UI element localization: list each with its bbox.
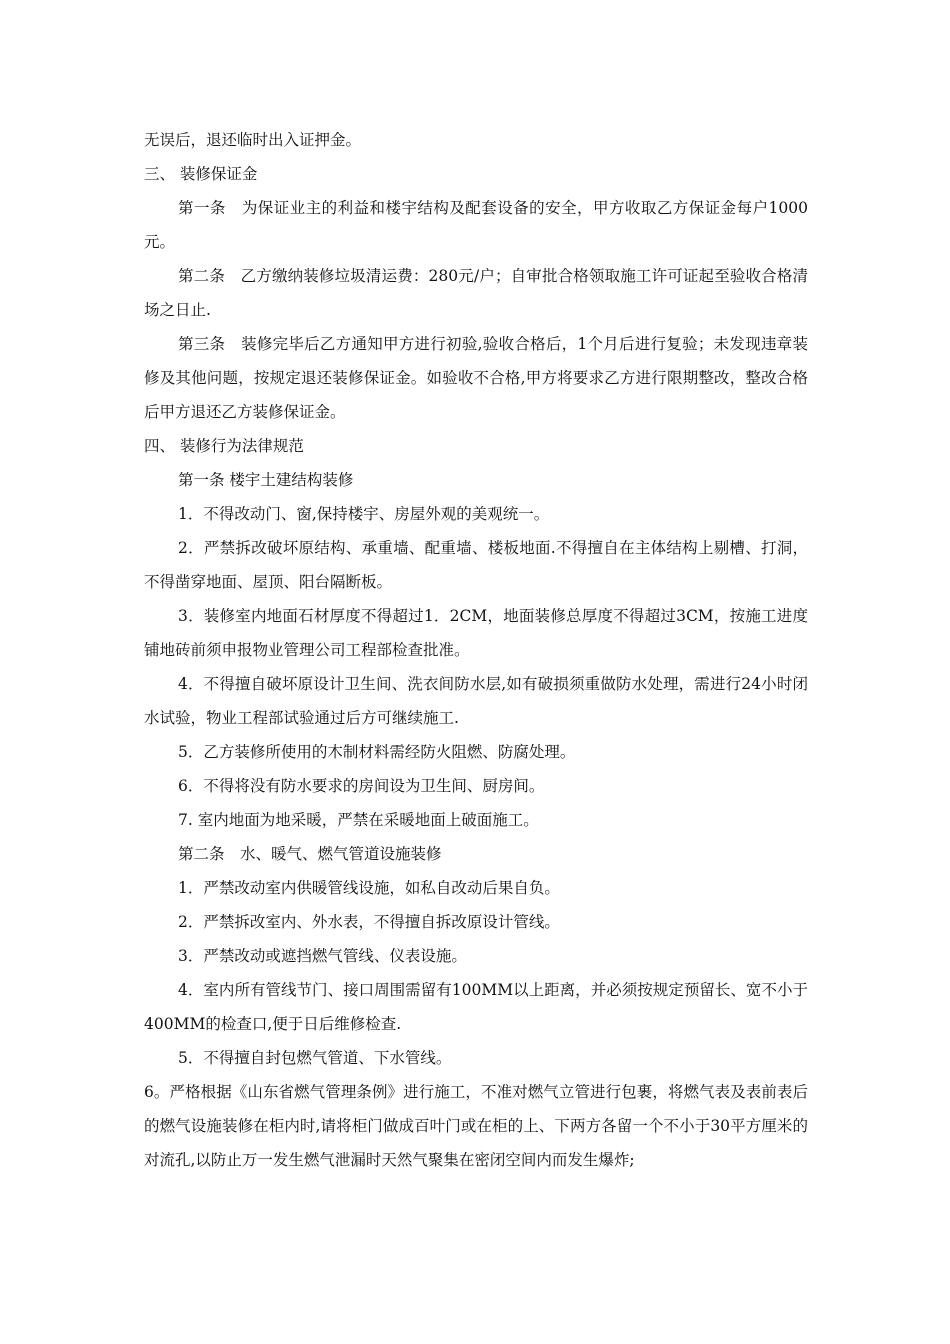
clause-pipe-2: 2．严禁拆改室内、外水表，不得擅自拆改原设计管线。: [178, 913, 560, 931]
document-body: [144, 123, 808, 1177]
section-heading-renovation-deposit: 三、 装修保证金: [144, 165, 258, 183]
clause-pipe-4: 4．室内所有管线节门、接口周围需留有100MM以上距离，并必须按规定预留长、宽不小于400MM的检查口,便于日后维修检查.: [144, 981, 808, 1033]
clause-structure-6: 6．不得将没有防水要求的房间设为卫生间、厨房间。: [178, 777, 545, 795]
clause-structure-2: 2．严禁拆改破坏原结构、承重墙、配重墙、楼板地面.不得擅自在主体结构上剔槽、打洞，不得凿穿地面、屋顶、阳台隔断板。: [144, 539, 808, 591]
clause-pipe-5: 5．不得擅自封包燃气管道、下水管线。: [178, 1049, 452, 1067]
clause-structure-4: 4．不得擅自破坏原设计卫生间、洗衣间防水层,如有破损须重做防水处理，需进行24小时闭水试验，物业工程部试验通过后方可继续施工.: [144, 675, 808, 727]
clause-pipe-1: 1．严禁改动室内供暖管线设施，如私自改动后果自负。: [178, 879, 560, 897]
article-structure-renovation: 第一条 楼宇土建结构装修: [178, 471, 354, 489]
clause-structure-3: 3．装修室内地面石材厚度不得超过1．2CM，地面装修总厚度不得超过3CM，按施工进度铺地砖前须申报物业管理公司工程部检查批准。: [144, 607, 808, 659]
clause-structure-1: 1．不得改动门、窗,保持楼宇、房屋外观的美观统一。: [178, 505, 550, 523]
article-pipe-renovation: 第二条 水、暖气、燃气管道设施装修: [178, 845, 442, 863]
clause-pipe-6: 6。严格根据《山东省燃气管理条例》进行施工，不准对燃气立管进行包裹，将燃气表及表前表后的燃气设施装修在柜内时,请将柜门做成百叶门或在柜的上、下两方各留一个不小于30平方厘米的对流孔,以防止万一发生燃气泄漏时天然气聚集在密闭空间内而发生爆炸;: [144, 1083, 808, 1169]
article-inspection-refund: 第三条 装修完毕后乙方通知甲方进行初验,验收合格后，1个月后进行复验；未发现违章装修及其他问题，按规定退还装修保证金。如验收不合格,甲方将要求乙方进行限期整改，整改合格后甲方退还乙方装修保证金。: [144, 335, 808, 421]
article-deposit-amount: 第一条 为保证业主的利益和楼宇结构及配套设备的安全，甲方收取乙方保证金每户1000元。: [144, 199, 808, 251]
article-garbage-fee: 第二条 乙方缴纳装修垃圾清运费：280元/户；自审批合格领取施工许可证起至验收合格清场之日止.: [144, 267, 808, 319]
section-heading-legal-norms: 四、 装修行为法律规范: [144, 437, 304, 455]
clause-structure-7: 7. 室内地面为地采暖，严禁在采暖地面上破面施工。: [178, 811, 539, 829]
clause-structure-5: 5．乙方装修所使用的木制材料需经防火阻燃、防腐处理。: [178, 743, 576, 761]
paragraph-deposit-refund: 无误后，退还临时出入证押金。: [144, 131, 362, 149]
clause-pipe-3: 3．严禁改动或遮挡燃气管线、仪表设施。: [178, 947, 467, 965]
